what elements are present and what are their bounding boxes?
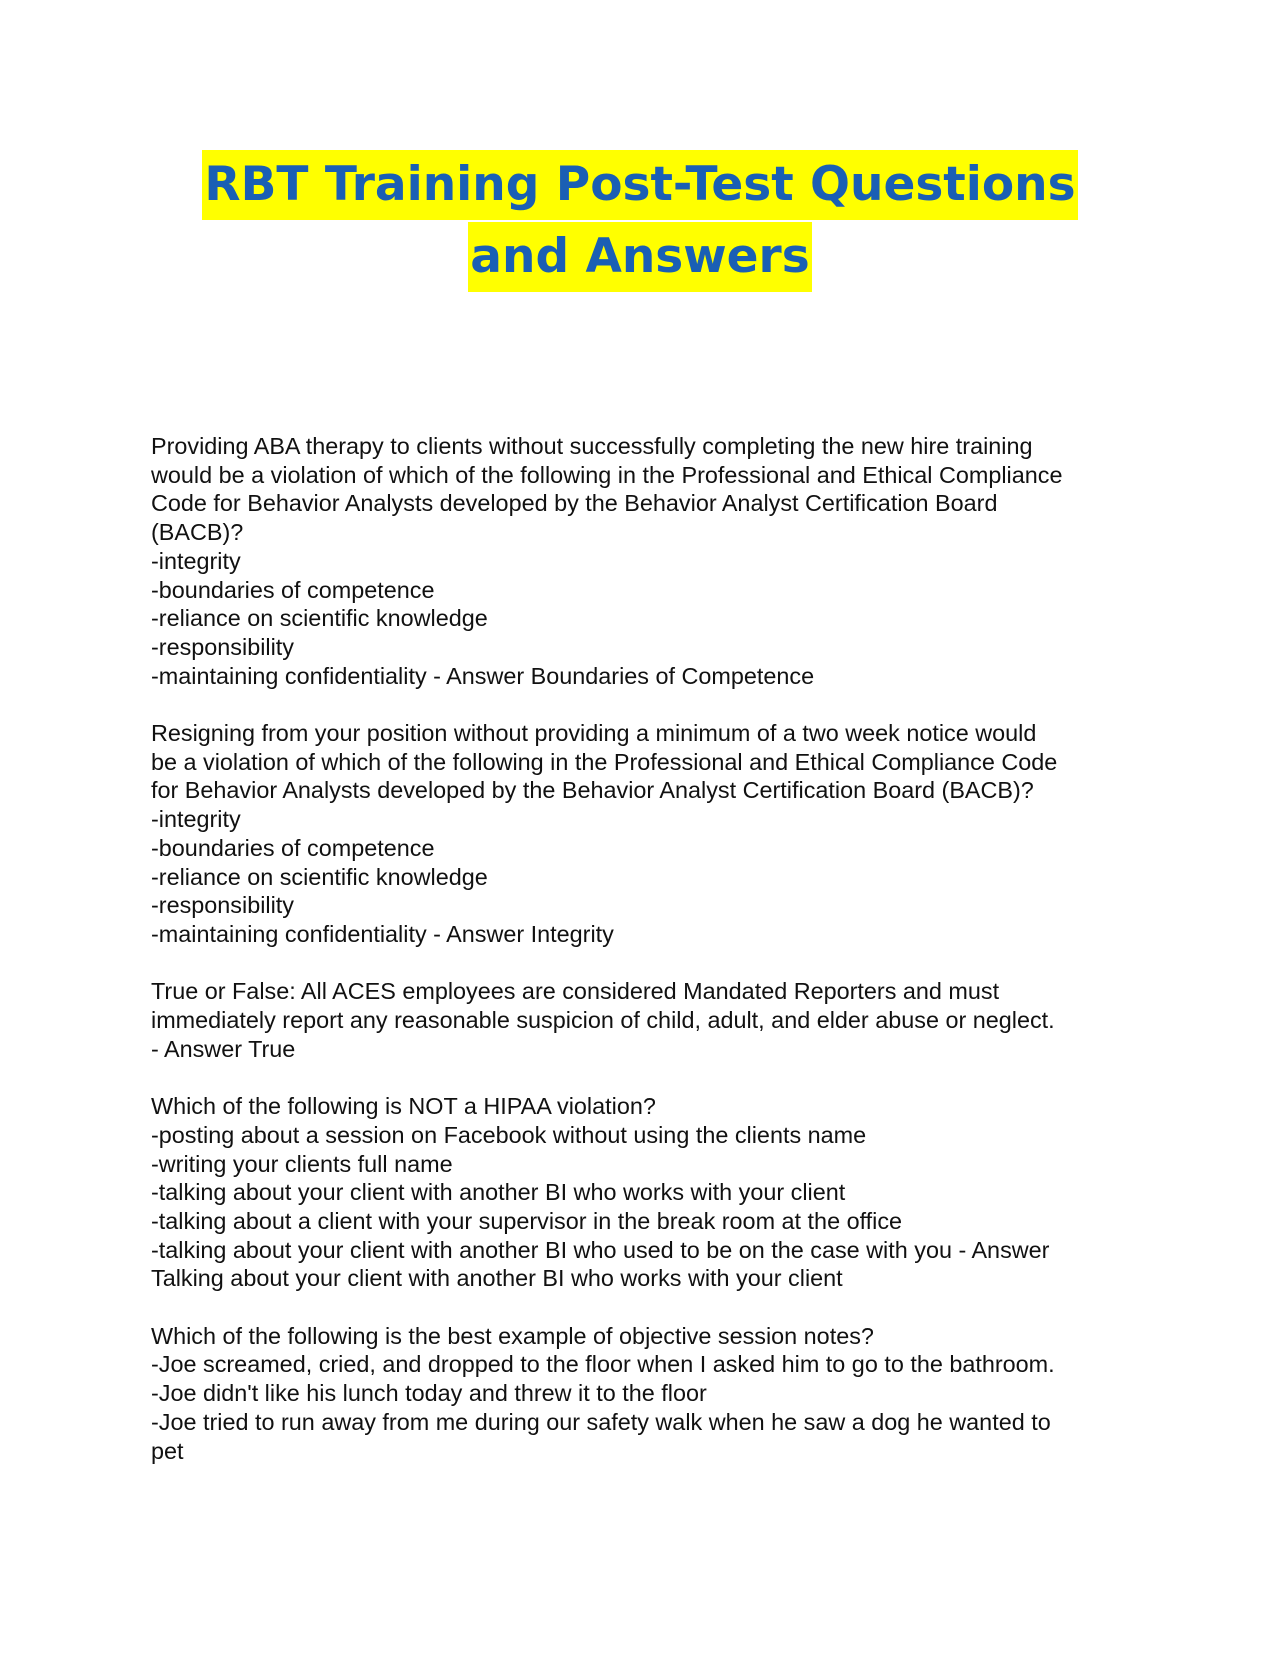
- question-2-option-5-answer: -maintaining confidentiality - Answer Integrity: [151, 920, 614, 947]
- title-line-1: RBT Training Post-Test Questions: [202, 150, 1077, 220]
- question-4-option-4: -talking about a client with your supervisor in the break room at the office: [151, 1207, 903, 1234]
- question-5-option-2: -Joe didn't like his lunch today and threw it to the floor: [151, 1380, 707, 1407]
- question-4-option-2: -writing your clients full name: [151, 1150, 453, 1177]
- question-2-option-1: -integrity: [151, 806, 241, 833]
- document-title: [0, 150, 1280, 294]
- question-1-line-2: would be a violation of which of the following in the Professional and Ethical Compliance: [151, 461, 1063, 488]
- title-line-2: and Answers: [468, 222, 811, 292]
- question-3-line-1: True or False: All ACES employees are considered Mandated Reporters and must: [151, 978, 1000, 1005]
- question-list: [151, 432, 1151, 1494]
- question-2-option-2: -boundaries of competence: [151, 834, 435, 861]
- question-1-line-4: (BACB)?: [151, 519, 244, 546]
- question-1-line-1: Providing ABA therapy to clients without successfully completing the new hire training: [151, 433, 1033, 459]
- question-block-1: [151, 432, 1151, 690]
- question-block-2: [151, 719, 1151, 949]
- question-5-option-3-cont: pet: [151, 1437, 184, 1464]
- question-3-answer: - Answer True: [151, 1035, 296, 1062]
- question-block-3: [151, 977, 1151, 1063]
- question-5-option-3: -Joe tried to run away from me during our safety walk when he saw a dog he wanted to: [151, 1408, 1051, 1435]
- question-4-option-3: -talking about your client with another BI who works with your client: [151, 1179, 846, 1206]
- question-4-option-1: -posting about a session on Facebook without using the clients name: [151, 1121, 867, 1148]
- question-4-answer: Talking about your client with another BI who works with your client: [151, 1265, 843, 1292]
- question-block-5: [151, 1322, 1151, 1466]
- question-2-line-1: Resigning from your position without providing a minimum of a two week notice would: [151, 720, 1037, 747]
- question-4-option-5: -talking about your client with another BI who used to be on the case with you - Answer: [151, 1236, 1050, 1263]
- question-4-line-1: Which of the following is NOT a HIPAA violation?: [151, 1093, 656, 1120]
- question-1-option-3: -reliance on scientific knowledge: [151, 605, 488, 632]
- question-1-option-5-answer: -maintaining confidentiality - Answer Boundaries of Competence: [151, 662, 815, 689]
- question-5-line-1: Which of the following is the best example of objective session notes?: [151, 1322, 874, 1349]
- question-1-option-1: -integrity: [151, 547, 241, 574]
- question-3-line-2: immediately report any reasonable suspicion of child, adult, and elder abuse or neglect.: [151, 1007, 1055, 1034]
- question-1-option-2: -boundaries of competence: [151, 576, 435, 603]
- question-1-line-3: Code for Behavior Analysts developed by the Behavior Analyst Certification Board: [151, 490, 998, 517]
- question-1-option-4: -responsibility: [151, 633, 294, 660]
- question-2-line-3: for Behavior Analysts developed by the Behavior Analyst Certification Board (BACB)?: [151, 777, 1034, 804]
- question-2-option-3: -reliance on scientific knowledge: [151, 863, 488, 890]
- question-2-line-2: be a violation of which of the following in the Professional and Ethical Compliance Code: [151, 748, 1058, 775]
- question-2-option-4: -responsibility: [151, 892, 294, 919]
- question-block-4: [151, 1092, 1151, 1293]
- question-5-option-1: -Joe screamed, cried, and dropped to the floor when I asked him to go to the bathroom.: [151, 1351, 1055, 1378]
